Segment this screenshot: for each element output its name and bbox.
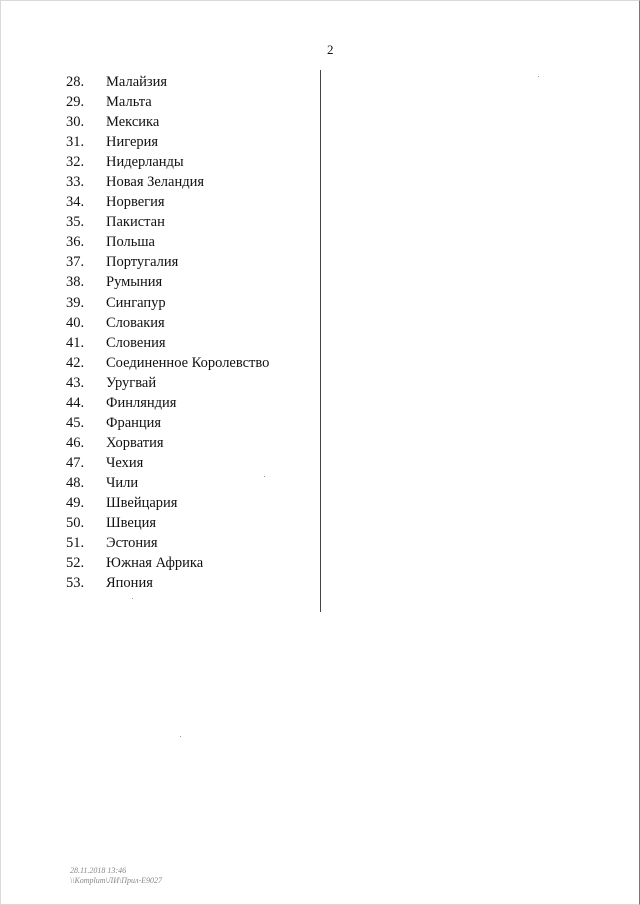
item-number: 47. xyxy=(66,454,85,471)
list-item xyxy=(66,553,269,573)
list-item xyxy=(66,92,269,112)
item-number: 36. xyxy=(66,234,85,251)
country-name: Нидерланды xyxy=(106,154,184,171)
country-name: Чехия xyxy=(106,454,144,471)
country-name: Словакия xyxy=(106,314,165,331)
country-name: Мексика xyxy=(106,114,160,131)
item-number: 39. xyxy=(66,294,85,311)
country-name: Соединенное Королевство xyxy=(106,354,270,371)
list-item xyxy=(66,473,269,493)
list-item xyxy=(66,513,269,533)
country-name: Словения xyxy=(106,334,166,351)
country-name: Сингапур xyxy=(106,294,166,311)
footer-file-path: \\Komplum\ЛИ\Прил-Е9027 xyxy=(70,876,163,885)
list-item xyxy=(66,413,269,433)
country-name: Пакистан xyxy=(106,214,165,231)
country-name: Швеция xyxy=(106,515,157,532)
item-number: 50. xyxy=(66,515,85,532)
list-item xyxy=(66,112,269,132)
item-number: 37. xyxy=(66,254,85,271)
list-item xyxy=(66,393,269,413)
scan-speck xyxy=(180,736,181,737)
item-number: 33. xyxy=(66,174,85,191)
item-number: 44. xyxy=(66,394,85,411)
list-item xyxy=(66,353,269,373)
country-name: Румыния xyxy=(106,274,163,291)
item-number: 28. xyxy=(66,74,85,90)
list-item xyxy=(66,212,269,232)
country-name: Япония xyxy=(106,575,153,592)
country-name: Нигерия xyxy=(106,134,159,151)
item-number: 34. xyxy=(66,194,85,211)
country-name: Уругвай xyxy=(106,374,157,391)
scan-speck xyxy=(264,476,265,477)
country-name: Норвегия xyxy=(106,194,165,211)
country-name: Швейцария xyxy=(106,494,178,511)
country-list xyxy=(66,72,269,593)
list-item xyxy=(66,152,269,172)
scan-speck xyxy=(132,598,133,599)
item-number: 53. xyxy=(66,575,85,592)
list-item xyxy=(66,533,269,553)
country-name: Финляндия xyxy=(106,394,177,411)
item-number: 43. xyxy=(66,374,85,391)
list-item xyxy=(66,313,269,333)
country-name: Польша xyxy=(106,234,155,251)
list-item xyxy=(66,493,269,513)
list-item xyxy=(66,72,269,92)
item-number: 32. xyxy=(66,154,85,171)
list-item xyxy=(66,132,269,152)
item-number: 31. xyxy=(66,134,85,151)
country-name: Эстония xyxy=(106,535,158,552)
item-number: 45. xyxy=(66,414,85,431)
item-number: 40. xyxy=(66,314,85,331)
item-number: 46. xyxy=(66,434,85,451)
item-number: 30. xyxy=(66,114,85,131)
country-name: Франция xyxy=(106,414,162,431)
list-item xyxy=(66,433,269,453)
list-item xyxy=(66,272,269,292)
item-number: 51. xyxy=(66,535,85,552)
list-item xyxy=(66,172,269,192)
footer-timestamp: 28.11.2018 13:46 xyxy=(70,866,127,875)
country-name: Южная Африка xyxy=(106,555,204,572)
item-number: 29. xyxy=(66,94,85,111)
item-number: 35. xyxy=(66,214,85,231)
country-name: Чили xyxy=(106,474,139,491)
country-name: Мальта xyxy=(106,94,152,111)
list-item xyxy=(66,232,269,252)
list-item xyxy=(66,573,269,593)
item-number: 52. xyxy=(66,555,85,572)
country-name: Малайзия xyxy=(106,74,168,90)
list-item xyxy=(66,293,269,313)
country-name: Португалия xyxy=(106,254,179,271)
list-item xyxy=(66,333,269,353)
list-item xyxy=(66,453,269,473)
list-item xyxy=(66,192,269,212)
footer-stamp xyxy=(70,866,162,886)
list-item xyxy=(66,252,269,272)
country-name: Новая Зеландия xyxy=(106,174,205,191)
page-number: 2 xyxy=(327,42,334,57)
item-number: 38. xyxy=(66,274,85,291)
list-item xyxy=(66,373,269,393)
item-number: 48. xyxy=(66,474,85,491)
item-number: 41. xyxy=(66,334,85,351)
item-number: 49. xyxy=(66,494,85,511)
country-name: Хорватия xyxy=(106,434,164,451)
item-number: 42. xyxy=(66,354,85,371)
column-divider xyxy=(320,70,321,612)
scan-speck xyxy=(538,76,539,77)
